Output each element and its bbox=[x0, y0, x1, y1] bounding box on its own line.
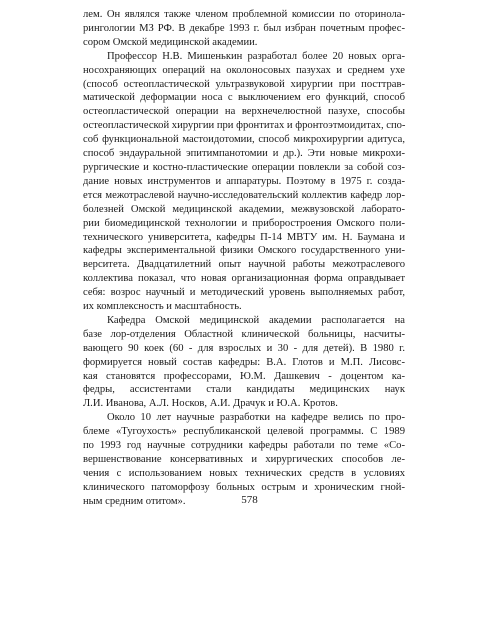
text-line: кафедры экспериментальной физики Омского государственного уни- bbox=[83, 245, 405, 257]
text-line: базе лор-отделения Областной клинической больницы, насчиты- bbox=[83, 328, 405, 340]
body-text bbox=[83, 8, 405, 509]
paragraph-2 bbox=[83, 50, 405, 314]
text-line: носохраняющих операций на околоносовых пазухах и среднем ухе bbox=[83, 64, 405, 76]
text-line: (способ остеопластической ультразвуковой хирургии при посттрав- bbox=[83, 78, 405, 90]
text-line: себя: возрос научный и методический уровень выполняемых работ, bbox=[83, 287, 405, 299]
text-line: чения с использованием новых технических средств в условиях bbox=[83, 467, 405, 479]
text-line: формируется новый состав кафедры: В.А. Глотов и М.П. Лисовс- bbox=[83, 356, 405, 368]
text-line: лем. Он являлся также членом проблемной комиссии по оторинола- bbox=[83, 9, 405, 20]
text-line: Около 10 лет научные разработки на кафедре велись по про- bbox=[107, 412, 405, 424]
page-number: 578 bbox=[241, 494, 258, 506]
text-line: ным средним отитом». bbox=[83, 495, 186, 507]
text-line: по 1993 год научные сотрудники кафедры работали по теме «Со- bbox=[83, 440, 405, 452]
text-line: верситета. Двадцатилетний опыт научной работы межотраслевого bbox=[83, 259, 405, 271]
text-line: кая становятся профессорами, Ю.М. Дашкевич - доцентом ка- bbox=[83, 370, 405, 382]
paragraph-1 bbox=[83, 8, 405, 50]
text-line: сором Омской медицинской академии. bbox=[83, 36, 258, 48]
text-line: остеопластической операции на верхнечелюстной пазухе, способы bbox=[83, 106, 405, 118]
text-line: Профессор Н.В. Мишенькин разработал более 20 новых орга- bbox=[107, 50, 405, 62]
text-line: технического университета, кафедры П-14 МВТУ им. Н. Баумана и bbox=[83, 231, 405, 243]
text-line: рии биомедицинской технологии и приборостроения Омского поли- bbox=[83, 217, 405, 229]
text-line: рургические и костно-пластические операции повлекли за собой соз- bbox=[83, 161, 405, 173]
text-line: вершенствование консервативных и хирургических способов ле- bbox=[83, 454, 405, 465]
paragraph-3 bbox=[83, 314, 405, 411]
text-line: Кафедра Омской медицинской академии располагается на bbox=[107, 314, 405, 326]
text-line: рингологии МЗ РФ. В декабре 1993 г. был избран почетным профес- bbox=[83, 22, 405, 34]
text-line: соб функциональной мастоидотомии, способ микрохирургии адитуса, bbox=[83, 134, 405, 146]
text-line: коллектива показал, что новая организационная форма оправдывает bbox=[83, 273, 405, 285]
text-line: вающего 90 коек (60 - для взрослых и 30 - для детей). В 1980 г. bbox=[83, 342, 405, 354]
text-line: способ эндауральной эпитимпанотомии и др.). Эти новые микрохи- bbox=[83, 148, 405, 160]
text-line: ется межотраслевой научно-исследовательский коллектив кафедр лор- bbox=[83, 189, 405, 201]
text-line: федры, ассистентами стали кандидаты медицинских наук bbox=[83, 384, 405, 396]
text-line: Л.И. Иванова, А.Л. Носков, А.И. Драчук и Ю.А. Кротов. bbox=[83, 398, 338, 410]
text-line: клинического патоморфозу больных острым и хроническим гной- bbox=[83, 481, 405, 493]
text-line: матической деформации носа с выключением его функций, способ bbox=[83, 92, 405, 104]
text-line: их комплексность и масштабность. bbox=[83, 301, 242, 313]
text-line: болезней Омской медицинской академии, межвузовской лаборато- bbox=[83, 203, 405, 215]
text-line: дание новых инструментов и аппаратуры. Поэтому в 1975 г. созда- bbox=[83, 175, 405, 187]
text-line: блеме «Тугоухость» республиканской целевой программы. С 1989 bbox=[83, 426, 405, 438]
text-line: остеопластической хирургии при фронтитах и фронтоэтмоидитах, спо- bbox=[83, 120, 406, 132]
